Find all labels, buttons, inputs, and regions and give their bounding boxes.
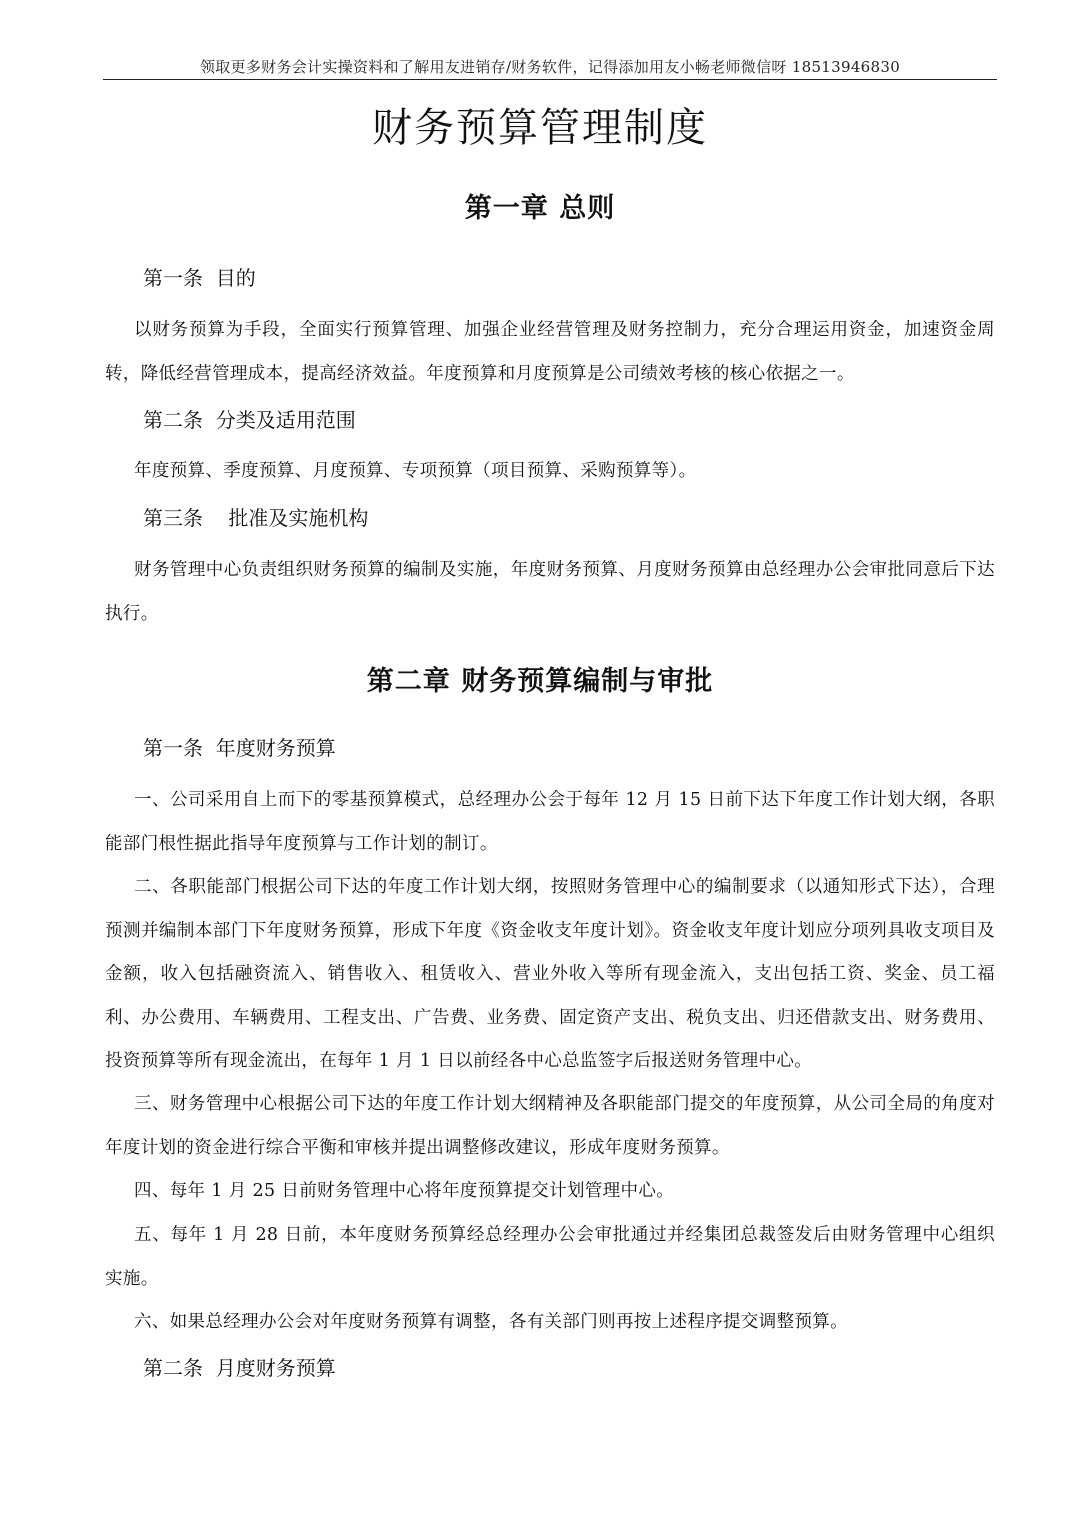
paragraph: 以财务预算为手段，全面实行预算管理、加强企业经营管理及财务控制力，充分合理运用资金，加速资金周转，降低经营管理成本，提高经济效益。年度预算和月度预算是公司绩效考核的核心依据之一。 <box>105 320 995 384</box>
article-heading: 第三条 批准及实施机构 <box>143 506 369 530</box>
chapter-title: 第一章 总则 <box>464 193 616 224</box>
paragraph: 年度预算、季度预算、月度预算、专项预算（项目预算、采购预算等）。 <box>134 461 697 481</box>
paragraph: 三、财务管理中心根据公司下达的年度工作计划大纲精神及各职能部门提交的年度预算，从公司全局的角度对年度计划的资金进行综合平衡和审核并提出调整修改建议，形成年度财务预算。 <box>105 1094 995 1158</box>
article-heading: 第一条 年度财务预算 <box>143 736 336 760</box>
article-heading: 第二条 分类及适用范围 <box>143 408 356 432</box>
header-note: 领取更多财务会计实操资料和了解用友进销存/财务软件，记得添加用友小畅老师微信呀 18513946830 <box>199 58 901 76</box>
header-divider <box>103 79 997 80</box>
paragraph: 五、每年 1 月 28 日前，本年度财务预算经总经理办公会审批通过并经集团总裁签发后由财务管理中心组织实施。 <box>105 1225 995 1289</box>
document-title: 财务预算管理制度 <box>372 105 708 151</box>
chapter-title: 第二章 财务预算编制与审批 <box>366 666 714 697</box>
paragraph: 六、如果总经理办公会对年度财务预算有调整，各有关部门则再按上述程序提交调整预算。 <box>134 1312 848 1332</box>
paragraph: 一、公司采用自上而下的零基预算模式，总经理办公会于每年 12 月 15 日前下达下年度工作计划大纲，各职能部门根性据此指导年度预算与工作计划的制订。 <box>105 790 995 854</box>
article-heading: 第二条 月度财务预算 <box>143 1356 336 1380</box>
paragraph: 财务管理中心负责组织财务预算的编制及实施，年度财务预算、月度财务预算由总经理办公会审批同意后下达执行。 <box>105 560 995 624</box>
article-heading: 第一条 目的 <box>143 266 256 290</box>
paragraph: 二、各职能部门根据公司下达的年度工作计划大纲，按照财务管理中心的编制要求（以通知形式下达），合理预测并编制本部门下年度财务预算，形成下年度《资金收支年度计划》。资金收支年度计划应分项列具收支项目及金额，收入包括融资流入、销售收入、租赁收入、营业外收入等所有现金流入，支出包括工资、奖金、员工福利、办公费用、车辆费用、工程支出、广告费、业务费、固定资产支出、税负支出、归还借款支出、财务费用、投资预算等所有现金流出，在每年 1 月 1 日以前经各中心总监签字后报送财务管理中心。 <box>105 877 995 1071</box>
paragraph: 四、每年 1 月 25 日前财务管理中心将年度预算提交计划管理中心。 <box>134 1181 675 1201</box>
